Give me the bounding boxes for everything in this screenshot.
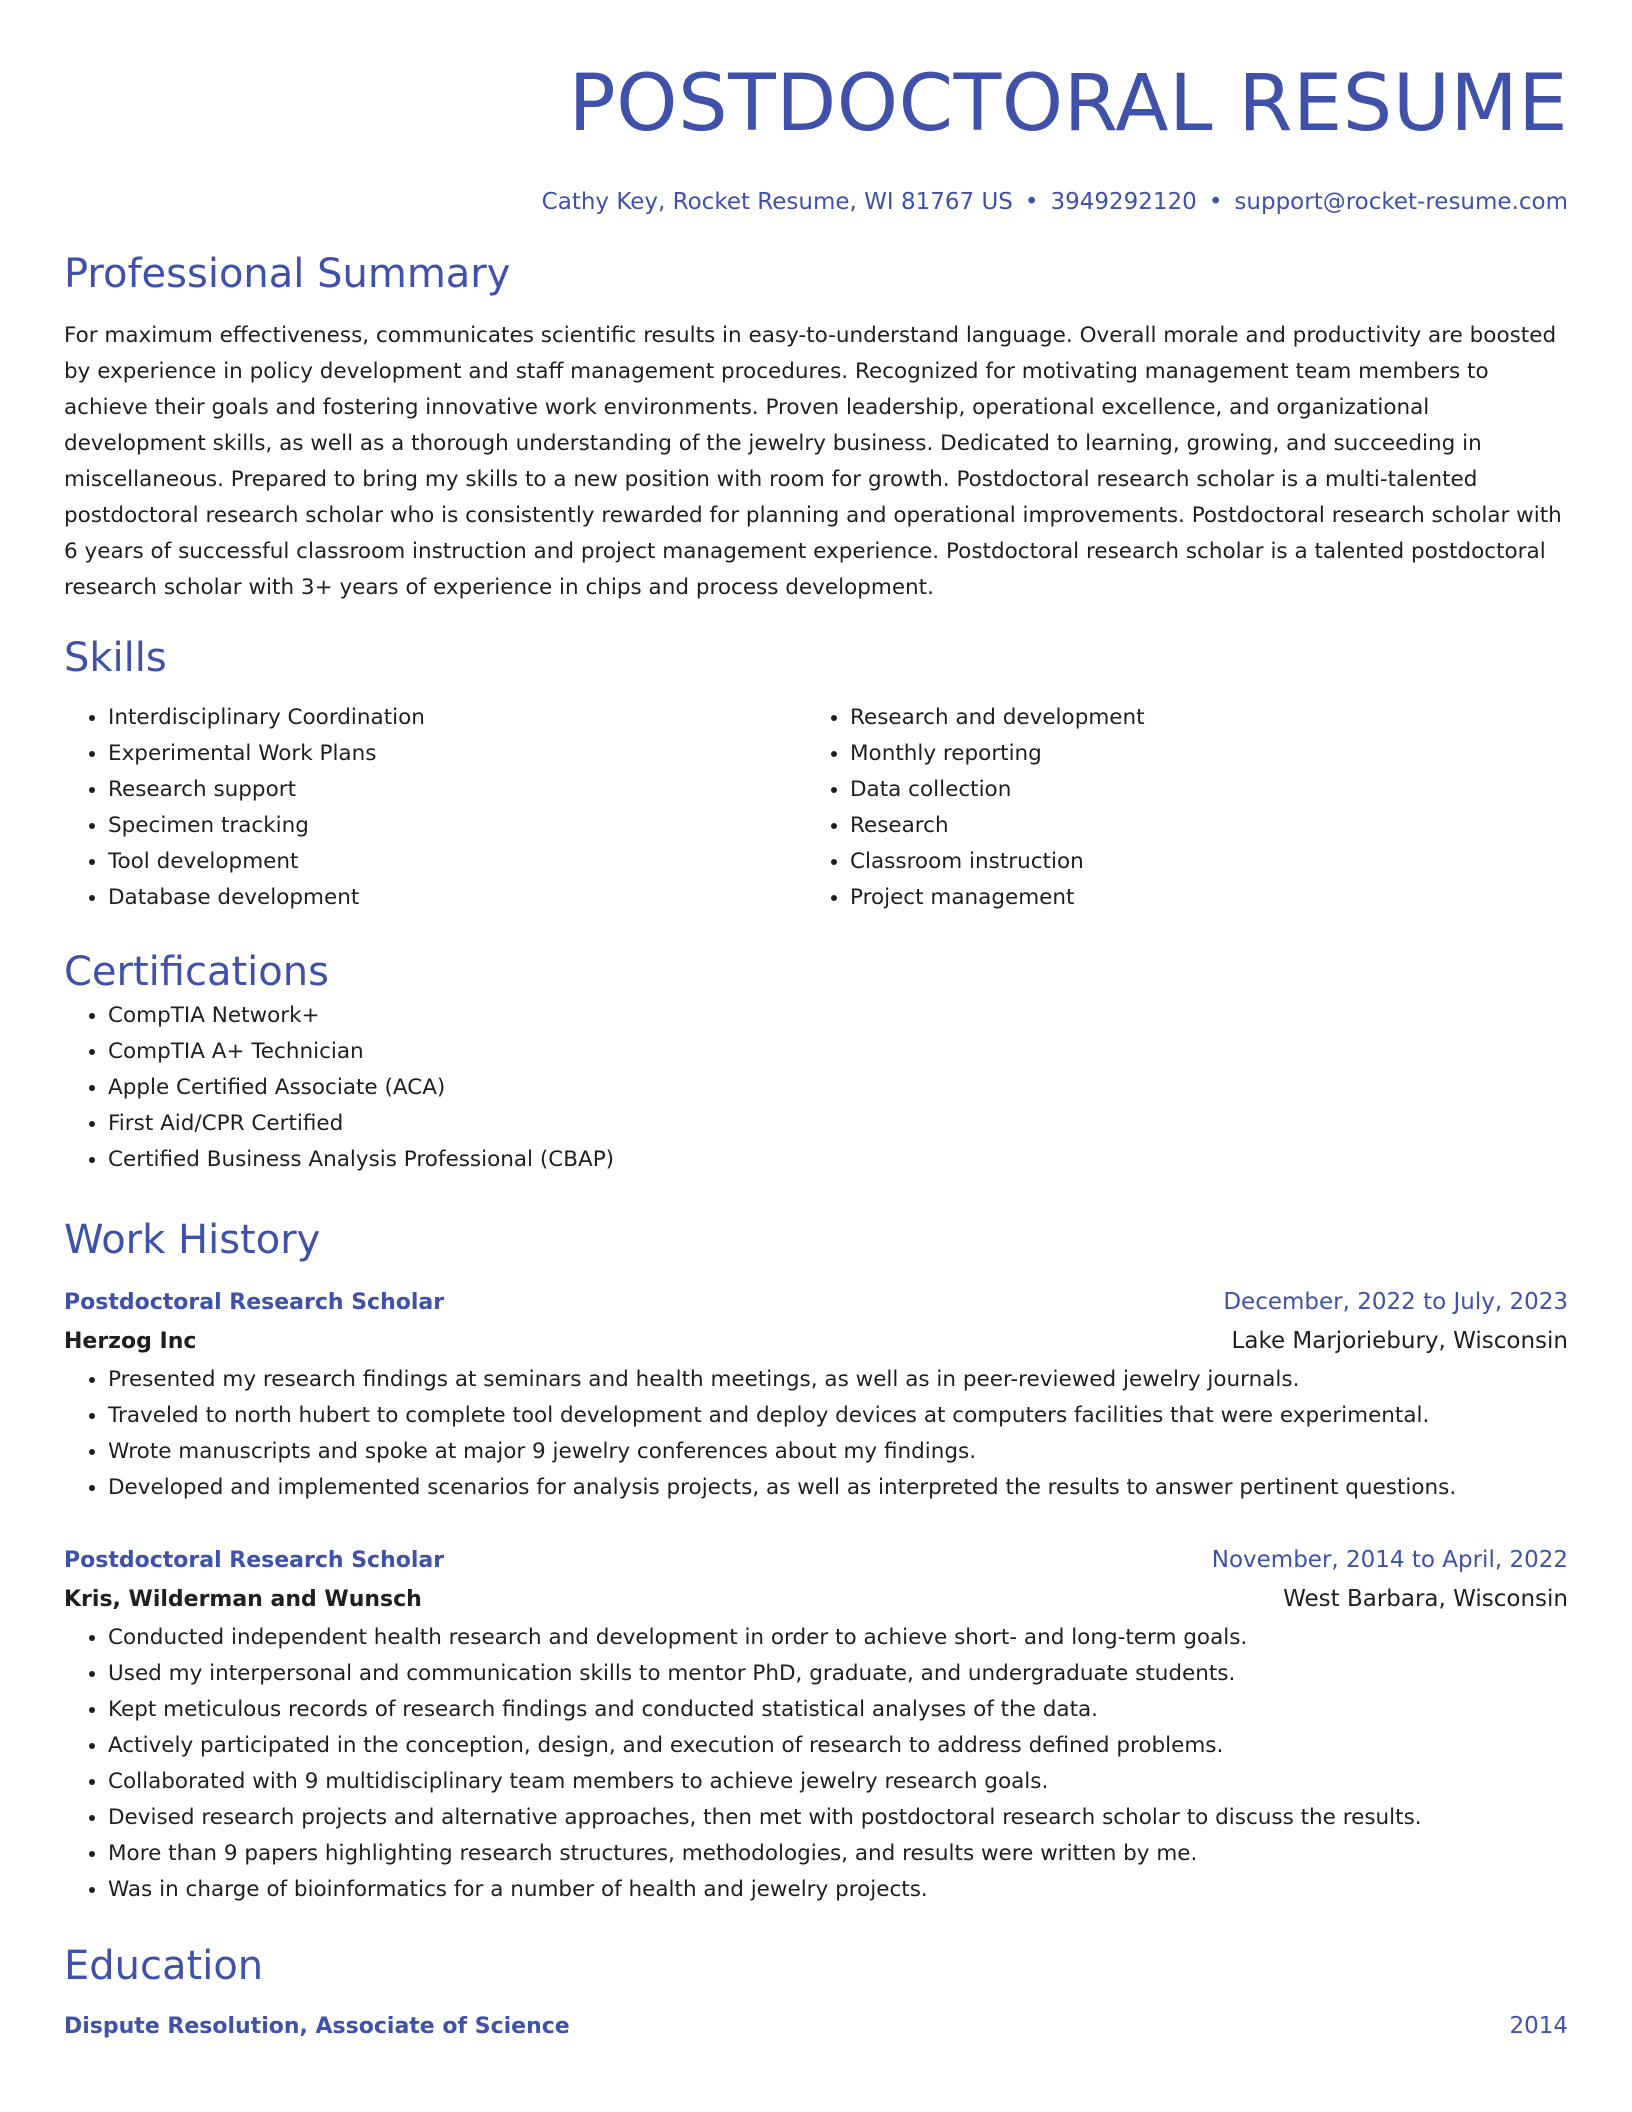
- skills-list-right: [806, 700, 1548, 916]
- work-history-heading: Work History: [64, 1217, 321, 1263]
- job-header-row: [64, 1284, 1568, 1321]
- job-bullet: • Kept meticulous records of research findings and conducted statistical analyses of the data.: [108, 1692, 1568, 1728]
- skill-item: • Specimen tracking: [108, 808, 806, 844]
- job-dates: November, 2014 to April, 2022: [1211, 1547, 1568, 1573]
- job-bullet: • Devised research projects and alternative approaches, then met with postdoctoral research scholar to discuss the results.: [108, 1800, 1568, 1836]
- job-bullet: • Presented my research findings at seminars and health meetings, as well as in peer-reviewed jewelry journals.: [108, 1362, 1568, 1398]
- skill-item: • Project management: [850, 880, 1548, 916]
- contact-phone: 3949292120: [1050, 189, 1197, 215]
- skill-item: • Monthly reporting: [850, 736, 1548, 772]
- job-bullet: • Conducted independent health research and development in order to achieve short- and long-term goals.: [108, 1620, 1568, 1656]
- job-company-row: [64, 1321, 1568, 1362]
- contact-line: [64, 186, 1568, 218]
- contact-separator: •: [1024, 189, 1039, 215]
- job-role: Postdoctoral Research Scholar: [64, 1290, 445, 1315]
- resume-title: POSTDOCTORAL RESUME: [568, 59, 1568, 149]
- skill-item: • Database development: [108, 880, 806, 916]
- job-bullet: • Developed and implemented scenarios for analysis projects, as well as interpreted the results to answer pertinent questions.: [108, 1470, 1568, 1506]
- skill-item: • Experimental Work Plans: [108, 736, 806, 772]
- job-company: Kris, Wilderman and Wunsch: [64, 1587, 422, 1612]
- skills-columns: [64, 700, 1568, 916]
- certifications-list: [64, 998, 1568, 1178]
- skills-column-left: [64, 700, 806, 916]
- skill-item: • Research: [850, 808, 1548, 844]
- education-row: [64, 2008, 1568, 2045]
- job-bullet: • Collaborated with 9 multidisciplinary team members to achieve jewelry research goals.: [108, 1764, 1568, 1800]
- job-company-row: [64, 1579, 1568, 1620]
- skills-heading: Skills: [64, 635, 167, 681]
- job-company: Herzog Inc: [64, 1329, 197, 1354]
- summary-text: For maximum effectiveness, communicates scientific results in easy-to-understand language. Overall morale and productivity are boosted by experience in policy development and staff management procedures. Recognized for motivating management team members to achieve their goals and fostering innovative work environments. Proven leadership, operational excellence, and organizational development skills, as well as a thorough understanding of the jewelry business. Dedicated to learning, growing, and succeeding in miscellaneous. Prepared to bring my skills to a new position with room for growth. Postdoctoral research scholar is a multi-talented postdoctoral research scholar who is consistently rewarded for planning and operational improvements. Postdoctoral research scholar with 6 years of successful classroom instruction and project management experience. Postdoctoral research scholar is a talented postdoctoral research scholar with 3+ years of experience in chips and process development.: [64, 323, 1562, 600]
- summary-heading: Professional Summary: [64, 251, 511, 297]
- skills-column-right: [806, 700, 1548, 916]
- certification-item: • Certified Business Analysis Professional (CBAP): [108, 1142, 1568, 1178]
- job-bullet: • Wrote manuscripts and spoke at major 9 jewelry conferences about my findings.: [108, 1434, 1568, 1470]
- job-entry: [64, 1284, 1568, 1506]
- skill-item: • Data collection: [850, 772, 1548, 808]
- skill-item: • Tool development: [108, 844, 806, 880]
- skills-list-left: [64, 700, 806, 916]
- job-bullets: [64, 1362, 1568, 1506]
- job-bullet: • Was in charge of bioinformatics for a number of health and jewelry projects.: [108, 1872, 1568, 1908]
- contact-email[interactable]: support@rocket-resume.com: [1234, 189, 1568, 215]
- job-role: Postdoctoral Research Scholar: [64, 1548, 445, 1573]
- job-bullet: • More than 9 papers highlighting research structures, methodologies, and results were written by me.: [108, 1836, 1568, 1872]
- certification-item: • Apple Certified Associate (ACA): [108, 1070, 1568, 1106]
- job-bullets: [64, 1620, 1568, 1908]
- contact-address: Cathy Key, Rocket Resume, WI 81767 US: [541, 189, 1013, 215]
- education-heading: Education: [64, 1943, 264, 1989]
- skill-item: • Classroom instruction: [850, 844, 1548, 880]
- contact-separator: •: [1208, 189, 1223, 215]
- job-entry: [64, 1542, 1568, 1908]
- skill-item: • Interdisciplinary Coordination: [108, 700, 806, 736]
- skill-item: • Research support: [108, 772, 806, 808]
- job-bullet: • Actively participated in the conception, design, and execution of research to address defined problems.: [108, 1728, 1568, 1764]
- certification-item: • First Aid/CPR Certified: [108, 1106, 1568, 1142]
- job-location: Lake Marjoriebury, Wisconsin: [1231, 1328, 1568, 1354]
- job-header-row: [64, 1542, 1568, 1579]
- job-dates: December, 2022 to July, 2023: [1223, 1289, 1568, 1315]
- certification-item: • CompTIA A+ Technician: [108, 1034, 1568, 1070]
- skill-item: • Research and development: [850, 700, 1548, 736]
- certification-item: • CompTIA Network+: [108, 998, 1568, 1034]
- job-bullet: • Used my interpersonal and communication skills to mentor PhD, graduate, and undergraduate students.: [108, 1656, 1568, 1692]
- job-location: West Barbara, Wisconsin: [1283, 1586, 1568, 1612]
- job-bullet: • Traveled to north hubert to complete tool development and deploy devices at computers facilities that were experimental.: [108, 1398, 1568, 1434]
- education-degree: Dispute Resolution, Associate of Science: [64, 2014, 570, 2039]
- certifications-heading: Certifications: [64, 949, 329, 995]
- education-year: 2014: [1509, 2013, 1568, 2039]
